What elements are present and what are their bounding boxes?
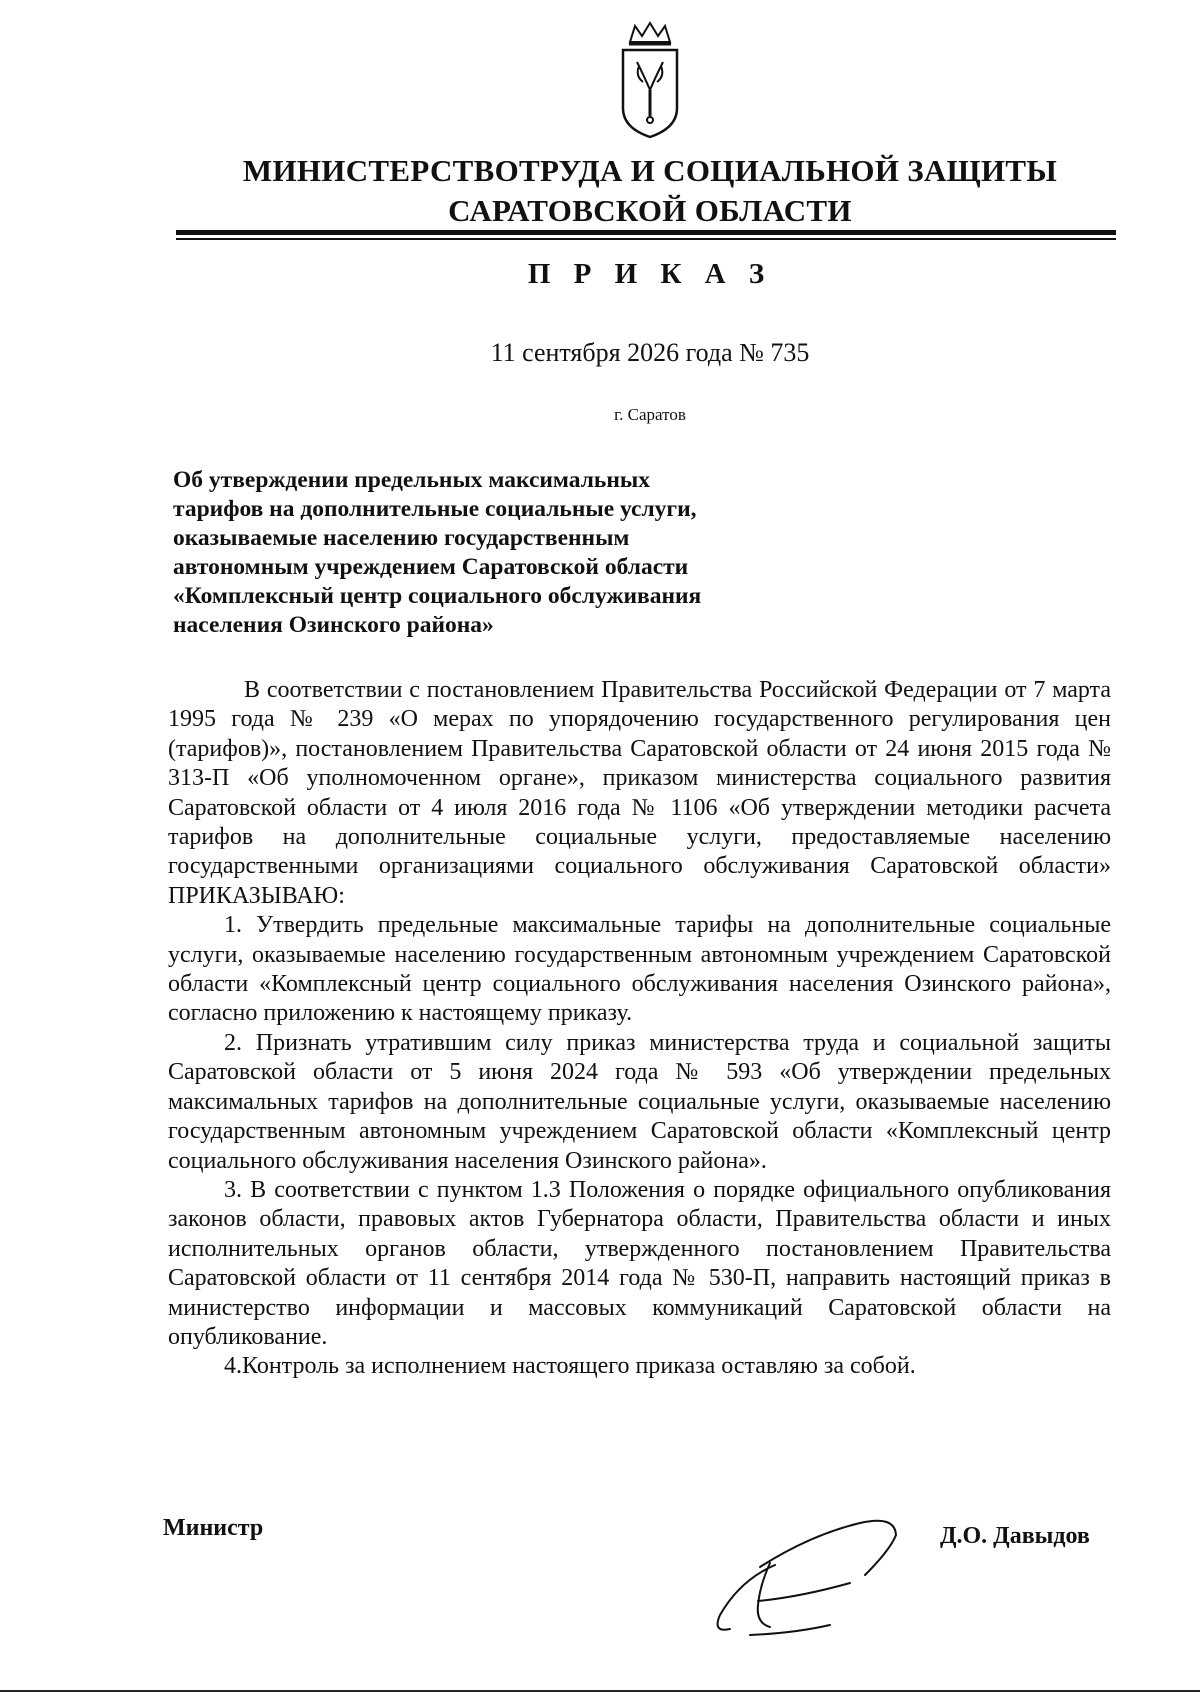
subject-line: тарифов на дополнительные социальные услуги,	[173, 496, 697, 522]
signatory-role: Министр	[163, 1515, 264, 1541]
ministry-name-line1: МИНИСТЕРСТВОТРУДА И СОЦИАЛЬНОЙ ЗАЩИТЫ	[242, 153, 1058, 188]
subject-line: населения Озинского района»	[173, 612, 494, 638]
order-date-number: 11 сентября 2026 года № 735	[490, 338, 810, 367]
order-item-3: 3. В соответствии с пунктом 1.3 Положения о порядке официального опубликования законов области, правовых актов Губернатора области, Правительства области и иных исполнительных органов области, утвержденного постановлением Правительства Саратовской области от 11 сентября 2014 года № 530-П, направить настоящий приказ в министерство информации и массовых коммуникаций Саратовской области на опубликование.	[168, 1176, 1111, 1350]
preamble-paragraph: В соответствии с постановлением Правительства Российской Федерации от 7 марта 1995 года № 239 «О мерах по упорядочению государственного регулирования цен (тарифов)», постановлением Правительства Саратовской области от 24 июня 2015 года № 313-П «Об уполномоченном органе», приказом министерства социального развития Саратовской области от 4 июля 2016 года № 1106 «Об утверждении методики расчета тарифов на дополнительные социальные услуги, предоставляемые населению государственными организациями социального обслуживания Саратовской области» ПРИКАЗЫВАЮ:	[168, 677, 1111, 909]
order-subject	[173, 466, 793, 640]
handwritten-signature	[700, 1505, 915, 1645]
subject-line: Об утверждении предельных максимальных	[173, 467, 650, 493]
header-divider-thin	[176, 238, 1116, 240]
order-item-2: 2. Признать утратившим силу приказ министерства труда и социальной защиты Саратовской области от 5 июня 2024 года № 593 «Об утверждении предельных максимальных тарифов на дополнительные социальные услуги, оказываемые населению государственным автономным учреждением Саратовской области «Комплексный центр социального обслуживания населения Озинского района».	[168, 1029, 1111, 1174]
signatory-name: Д.О. Давыдов	[940, 1523, 1090, 1549]
header-divider-thick	[176, 230, 1116, 235]
subject-line: «Комплексный центр социального обслуживания	[173, 583, 702, 609]
order-item-1: 1. Утвердить предельные максимальные тарифы на дополнительные социальные услуги, оказываемые населению государственным автономным учреждением Саратовской области «Комплексный центр социального обслуживания населения Озинского района», согласно приложению к настоящему приказу.	[168, 912, 1111, 1027]
order-item-4: 4.Контроль за исполнением настоящего приказа оставляю за собой.	[224, 1353, 916, 1380]
subject-line: автономным учреждением Саратовской области	[173, 554, 689, 580]
subject-line: оказываемые населению государственным	[173, 525, 630, 551]
order-body	[168, 676, 1111, 1382]
order-city: г. Саратов	[614, 405, 686, 424]
ministry-name-line2: САРАТОВСКОЙ ОБЛАСТИ	[448, 193, 852, 228]
scan-bottom-edge	[0, 1690, 1200, 1692]
coat-of-arms-icon	[615, 20, 685, 140]
order-title: П Р И К А З	[527, 258, 773, 290]
